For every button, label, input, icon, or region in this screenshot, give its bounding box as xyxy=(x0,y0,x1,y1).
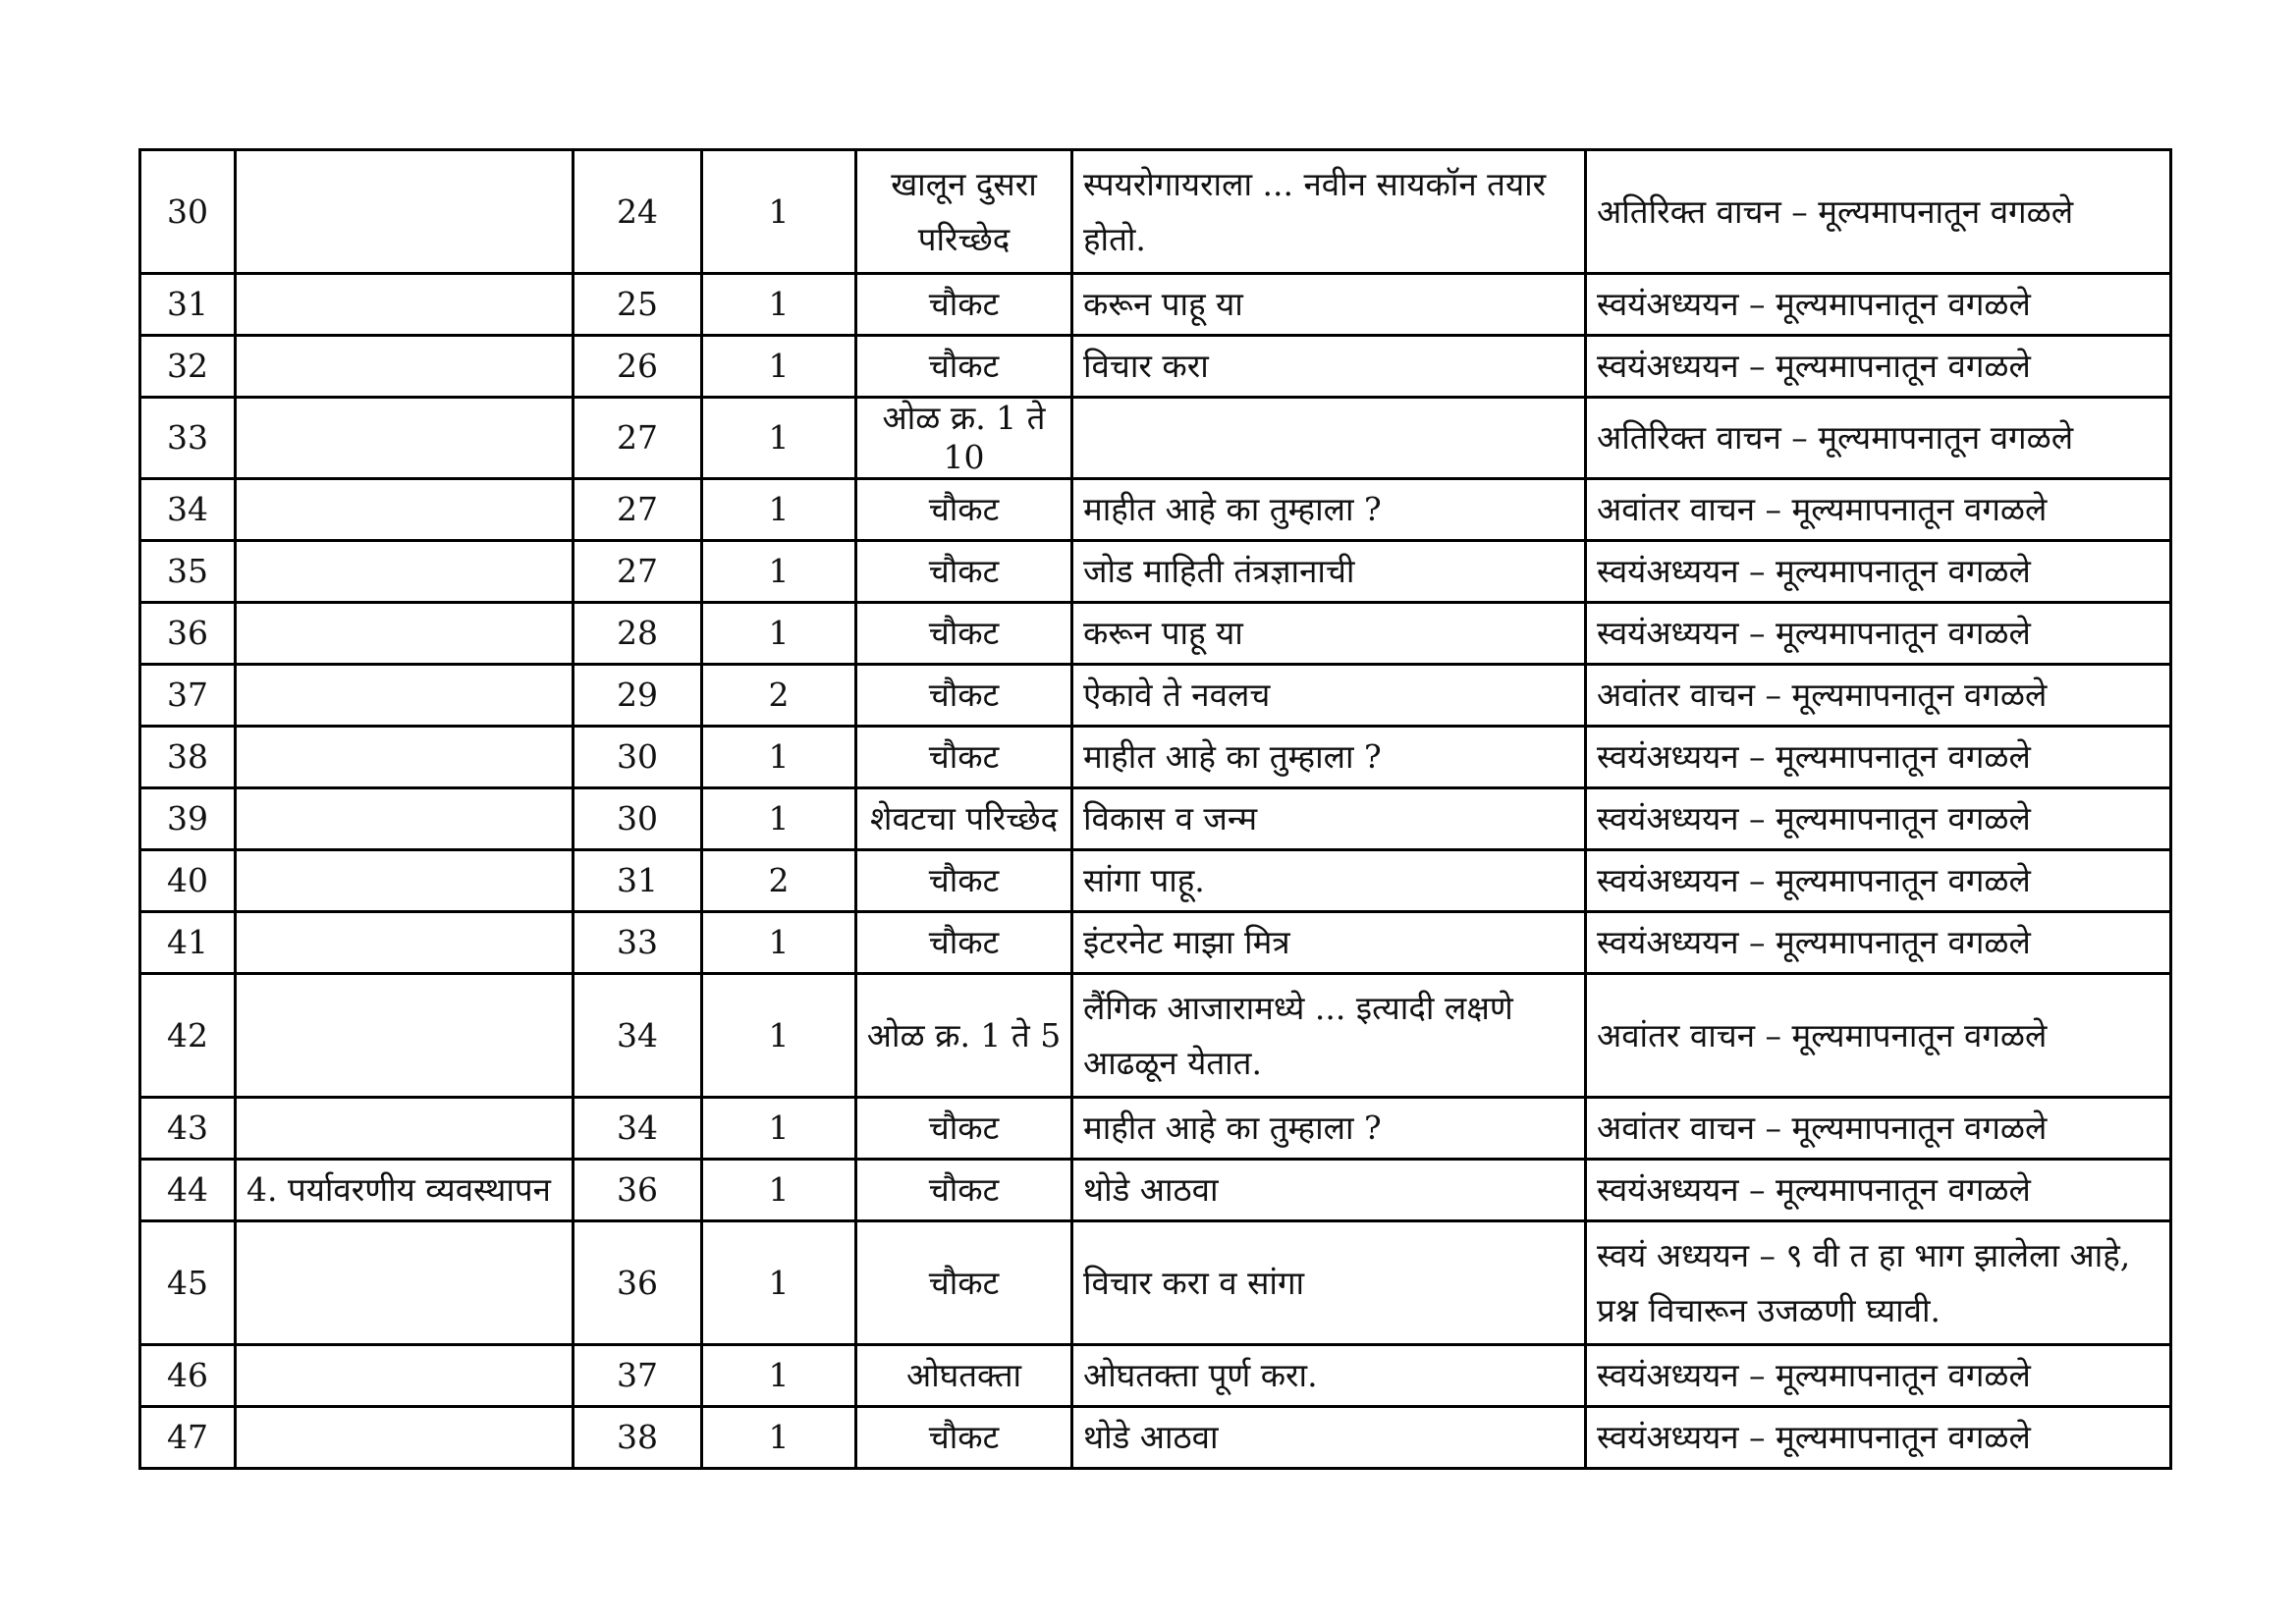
content-cell: ऐकावे ते नवलच xyxy=(1072,665,1586,727)
content-cell: सांगा पाहू. xyxy=(1072,850,1586,912)
content-cell xyxy=(1072,398,1586,479)
count-cell: 1 xyxy=(702,727,856,788)
count-cell: 1 xyxy=(702,1098,856,1160)
table-row xyxy=(140,1345,2171,1407)
content-cell: इंटरनेट माझा मित्र xyxy=(1072,912,1586,974)
remark-cell: अतिरिक्त वाचन – मूल्यमापनातून वगळले xyxy=(1586,150,2171,274)
chapter-cell xyxy=(236,1407,574,1469)
page-number-cell: 30 xyxy=(574,727,702,788)
location-cell: ओघतक्ता xyxy=(856,1345,1072,1407)
remark-cell: अवांतर वाचन – मूल्यमापनातून वगळले xyxy=(1586,1098,2171,1160)
count-cell: 1 xyxy=(702,336,856,398)
chapter-cell xyxy=(236,1345,574,1407)
table-row xyxy=(140,788,2171,850)
table-row xyxy=(140,912,2171,974)
count-cell: 1 xyxy=(702,479,856,541)
content-cell: स्पयरोगायराला ... नवीन सायकॉन तयार होतो. xyxy=(1072,150,1586,274)
serial-number-cell: 41 xyxy=(140,912,236,974)
content-cell: थोडे आठवा xyxy=(1072,1160,1586,1221)
remark-cell: स्वयंअध्ययन – मूल्यमापनातून वगळले xyxy=(1586,1407,2171,1469)
table-row xyxy=(140,150,2171,274)
location-cell: चौकट xyxy=(856,850,1072,912)
serial-number-cell: 47 xyxy=(140,1407,236,1469)
location-cell: चौकट xyxy=(856,727,1072,788)
remark-cell: अतिरिक्त वाचन – मूल्यमापनातून वगळले xyxy=(1586,398,2171,479)
serial-number-cell: 40 xyxy=(140,850,236,912)
remark-cell: स्वयंअध्ययन – मूल्यमापनातून वगळले xyxy=(1586,541,2171,603)
chapter-cell xyxy=(236,479,574,541)
table-row xyxy=(140,727,2171,788)
serial-number-cell: 43 xyxy=(140,1098,236,1160)
content-cell: विचार करा xyxy=(1072,336,1586,398)
content-cell: माहीत आहे का तुम्हाला ? xyxy=(1072,727,1586,788)
page-number-cell: 24 xyxy=(574,150,702,274)
location-cell: चौकट xyxy=(856,274,1072,336)
content-cell: ओघतक्ता पूर्ण करा. xyxy=(1072,1345,1586,1407)
page-number-cell: 27 xyxy=(574,479,702,541)
location-cell: खालून दुसरा परिच्छेद xyxy=(856,150,1072,274)
serial-number-cell: 37 xyxy=(140,665,236,727)
count-cell: 2 xyxy=(702,665,856,727)
page-number-cell: 27 xyxy=(574,541,702,603)
count-cell: 1 xyxy=(702,1407,856,1469)
table-row xyxy=(140,274,2171,336)
table-body xyxy=(140,150,2171,1469)
table-row xyxy=(140,336,2171,398)
content-cell: लैंगिक आजारामध्ये ... इत्यादी लक्षणे आढळून येतात. xyxy=(1072,974,1586,1098)
page-number-cell: 36 xyxy=(574,1221,702,1345)
content-cell: जोड माहिती तंत्रज्ञानाची xyxy=(1072,541,1586,603)
chapter-cell xyxy=(236,788,574,850)
serial-number-cell: 39 xyxy=(140,788,236,850)
remark-cell: स्वयंअध्ययन – मूल्यमापनातून वगळले xyxy=(1586,727,2171,788)
chapter-cell xyxy=(236,541,574,603)
page-number-cell: 29 xyxy=(574,665,702,727)
table-row xyxy=(140,603,2171,665)
page-number-cell: 34 xyxy=(574,974,702,1098)
remark-cell: अवांतर वाचन – मूल्यमापनातून वगळले xyxy=(1586,479,2171,541)
chapter-cell xyxy=(236,912,574,974)
remark-cell: स्वयं अध्ययन – ९ वी त हा भाग झालेला आहे, प्रश्न विचारून उजळणी घ्यावी. xyxy=(1586,1221,2171,1345)
serial-number-cell: 31 xyxy=(140,274,236,336)
count-cell: 1 xyxy=(702,912,856,974)
remark-cell: स्वयंअध्ययन – मूल्यमापनातून वगळले xyxy=(1586,274,2171,336)
remark-cell: स्वयंअध्ययन – मूल्यमापनातून वगळले xyxy=(1586,1160,2171,1221)
count-cell: 1 xyxy=(702,398,856,479)
chapter-cell xyxy=(236,727,574,788)
page-number-cell: 25 xyxy=(574,274,702,336)
remark-cell: स्वयंअध्ययन – मूल्यमापनातून वगळले xyxy=(1586,912,2171,974)
page-number-cell: 37 xyxy=(574,1345,702,1407)
serial-number-cell: 45 xyxy=(140,1221,236,1345)
count-cell: 1 xyxy=(702,974,856,1098)
remark-cell: स्वयंअध्ययन – मूल्यमापनातून वगळले xyxy=(1586,1345,2171,1407)
page-number-cell: 31 xyxy=(574,850,702,912)
location-cell: चौकट xyxy=(856,603,1072,665)
table-row xyxy=(140,1160,2171,1221)
count-cell: 1 xyxy=(702,1221,856,1345)
chapter-cell xyxy=(236,850,574,912)
chapter-cell xyxy=(236,974,574,1098)
page-number-cell: 36 xyxy=(574,1160,702,1221)
location-cell: चौकट xyxy=(856,1160,1072,1221)
serial-number-cell: 35 xyxy=(140,541,236,603)
table-row xyxy=(140,1407,2171,1469)
chapter-cell xyxy=(236,1098,574,1160)
table-row xyxy=(140,398,2171,479)
count-cell: 1 xyxy=(702,274,856,336)
table-row xyxy=(140,1098,2171,1160)
serial-number-cell: 44 xyxy=(140,1160,236,1221)
content-cell: थोडे आठवा xyxy=(1072,1407,1586,1469)
serial-number-cell: 38 xyxy=(140,727,236,788)
location-cell: चौकट xyxy=(856,1221,1072,1345)
location-cell: चौकट xyxy=(856,665,1072,727)
count-cell: 2 xyxy=(702,850,856,912)
serial-number-cell: 32 xyxy=(140,336,236,398)
location-cell: शेवटचा परिच्छेद xyxy=(856,788,1072,850)
remark-cell: अवांतर वाचन – मूल्यमापनातून वगळले xyxy=(1586,974,2171,1098)
count-cell: 1 xyxy=(702,788,856,850)
chapter-cell xyxy=(236,1221,574,1345)
serial-number-cell: 42 xyxy=(140,974,236,1098)
location-cell: चौकट xyxy=(856,1407,1072,1469)
omitted-content-table xyxy=(138,148,2172,1470)
chapter-cell xyxy=(236,398,574,479)
table-row xyxy=(140,974,2171,1098)
serial-number-cell: 33 xyxy=(140,398,236,479)
remark-cell: स्वयंअध्ययन – मूल्यमापनातून वगळले xyxy=(1586,603,2171,665)
remark-cell: स्वयंअध्ययन – मूल्यमापनातून वगळले xyxy=(1586,336,2171,398)
content-cell: माहीत आहे का तुम्हाला ? xyxy=(1072,1098,1586,1160)
page-number-cell: 26 xyxy=(574,336,702,398)
page-number-cell: 33 xyxy=(574,912,702,974)
chapter-cell: 4. पर्यावरणीय व्यवस्थापन xyxy=(236,1160,574,1221)
location-cell: चौकट xyxy=(856,912,1072,974)
location-cell: चौकट xyxy=(856,1098,1072,1160)
content-cell: करून पाहू या xyxy=(1072,274,1586,336)
count-cell: 1 xyxy=(702,1345,856,1407)
remark-cell: स्वयंअध्ययन – मूल्यमापनातून वगळले xyxy=(1586,850,2171,912)
table-row xyxy=(140,1221,2171,1345)
location-cell: चौकट xyxy=(856,541,1072,603)
content-cell: माहीत आहे का तुम्हाला ? xyxy=(1072,479,1586,541)
serial-number-cell: 36 xyxy=(140,603,236,665)
serial-number-cell: 34 xyxy=(140,479,236,541)
page-number-cell: 38 xyxy=(574,1407,702,1469)
content-cell: विचार करा व सांगा xyxy=(1072,1221,1586,1345)
table-row xyxy=(140,479,2171,541)
page-number-cell: 34 xyxy=(574,1098,702,1160)
page-number-cell: 27 xyxy=(574,398,702,479)
page-number-cell: 28 xyxy=(574,603,702,665)
chapter-cell xyxy=(236,274,574,336)
chapter-cell xyxy=(236,603,574,665)
count-cell: 1 xyxy=(702,1160,856,1221)
serial-number-cell: 30 xyxy=(140,150,236,274)
count-cell: 1 xyxy=(702,150,856,274)
chapter-cell xyxy=(236,150,574,274)
location-cell: ओळ क्र. 1 ते 10 xyxy=(856,398,1072,479)
remark-cell: अवांतर वाचन – मूल्यमापनातून वगळले xyxy=(1586,665,2171,727)
table-row xyxy=(140,541,2171,603)
table-row xyxy=(140,665,2171,727)
count-cell: 1 xyxy=(702,541,856,603)
page-number-cell: 30 xyxy=(574,788,702,850)
location-cell: ओळ क्र. 1 ते 5 xyxy=(856,974,1072,1098)
location-cell: चौकट xyxy=(856,336,1072,398)
location-cell: चौकट xyxy=(856,479,1072,541)
table-row xyxy=(140,850,2171,912)
content-cell: विकास व जन्म xyxy=(1072,788,1586,850)
chapter-cell xyxy=(236,336,574,398)
serial-number-cell: 46 xyxy=(140,1345,236,1407)
chapter-cell xyxy=(236,665,574,727)
count-cell: 1 xyxy=(702,603,856,665)
remark-cell: स्वयंअध्ययन – मूल्यमापनातून वगळले xyxy=(1586,788,2171,850)
content-cell: करून पाहू या xyxy=(1072,603,1586,665)
